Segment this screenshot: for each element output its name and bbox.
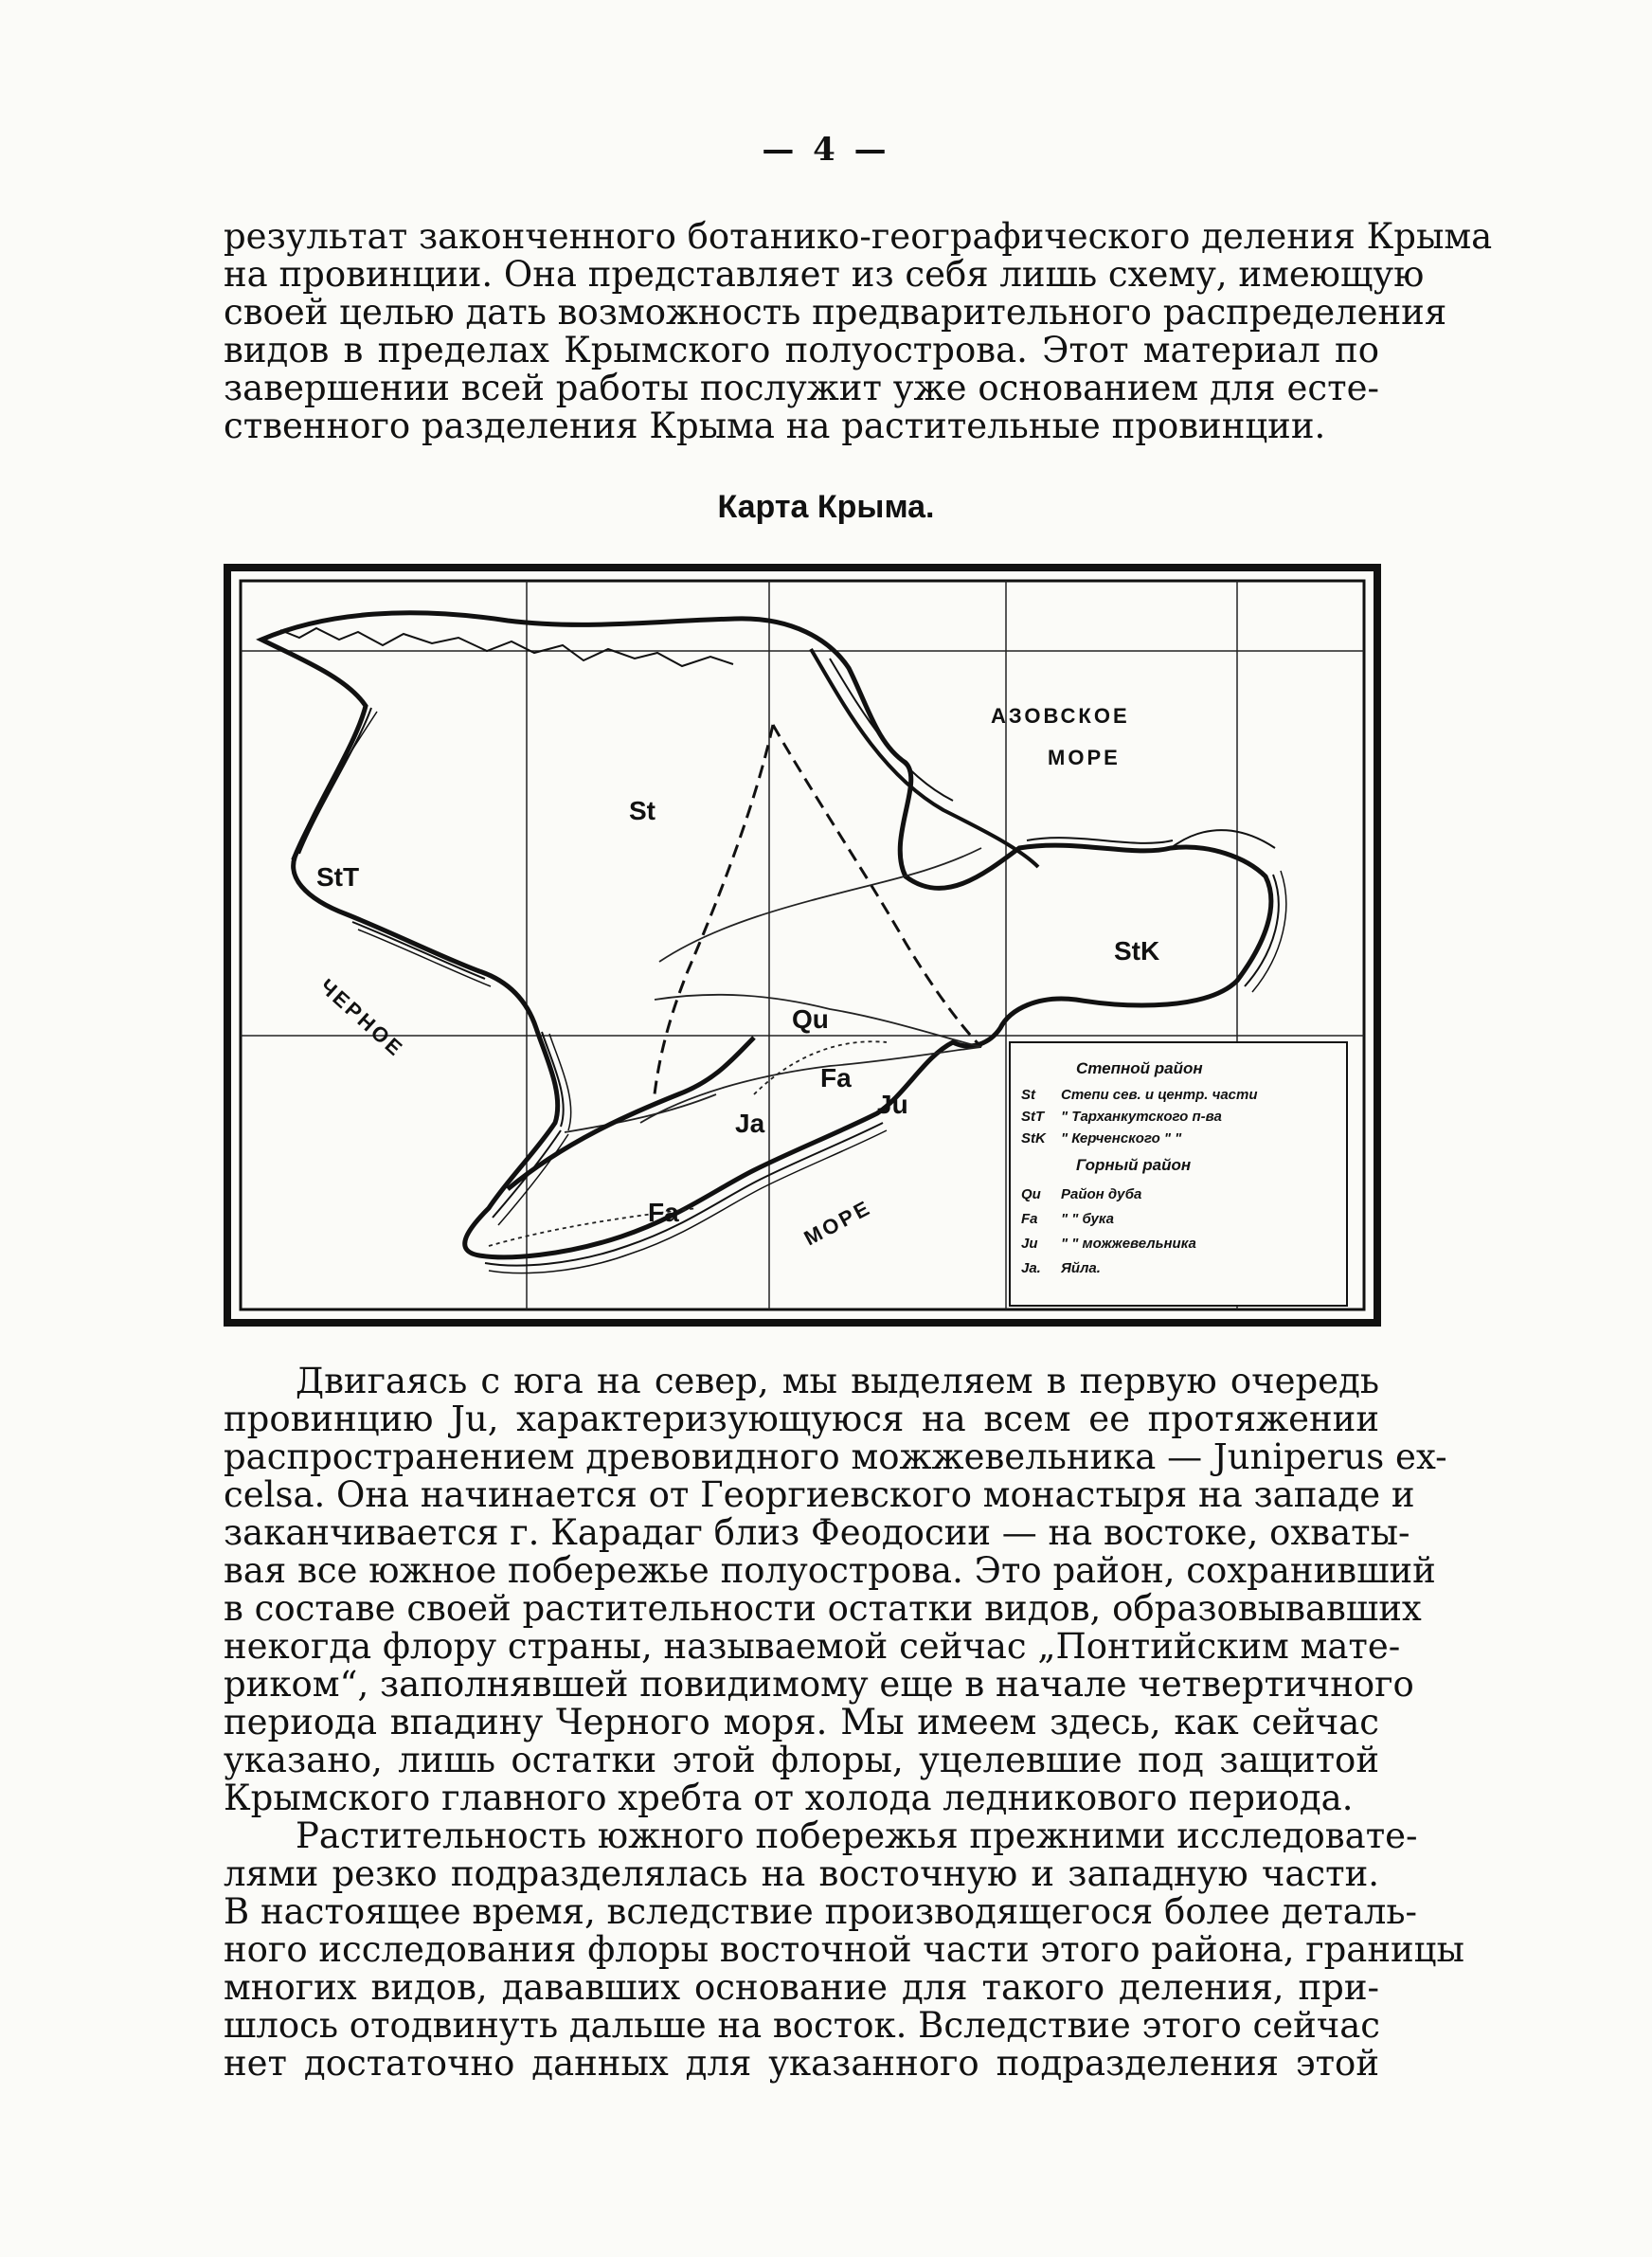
text-line: некогда флору страны, называемой сейчас „Понтийским мате- — [224, 1626, 1401, 1667]
legend-text: Яйла. — [1061, 1260, 1101, 1276]
map-label-stt: StT — [316, 862, 360, 892]
legend-text: " Тарханкутского п-ва — [1061, 1109, 1222, 1125]
text-line: распространением древовидного можжевельника — Juniperus ex- — [224, 1436, 1447, 1477]
map-label-stk: StK — [1114, 936, 1160, 966]
text-line: завершении всей работы послужит уже основанием для есте- — [224, 368, 1379, 408]
legend-text: Район дуба — [1061, 1186, 1142, 1202]
paragraph-1 — [224, 216, 1493, 446]
text-line: указано, лишь остатки этой флоры, уцелевшие под защитой — [224, 1740, 1379, 1780]
interior-lines — [489, 848, 981, 1246]
map-label-st: St — [629, 796, 655, 825]
legend-text: " Керченского " " — [1061, 1130, 1182, 1147]
map-title: Карта Крыма. — [717, 489, 935, 525]
legend-heading-mountain: Горный район — [1076, 1156, 1192, 1174]
text-line: вая все южное побережье полуострова. Это район, сохранивший — [224, 1550, 1436, 1591]
province-borders — [655, 725, 981, 1094]
text-line: Растительность южного побережья прежними исследовате- — [296, 1815, 1418, 1856]
text-line: результат законченного ботанико-географического деления Крыма — [224, 216, 1493, 257]
map-label-qu: Qu — [792, 1004, 829, 1034]
text-line: видов в пределах Крымского полуострова. Этот материал по — [224, 330, 1379, 370]
text-line: нет достаточно данных для указанного подразделения этой — [224, 2043, 1379, 2084]
crimea-map — [224, 564, 1381, 1327]
text-line: В настоящее время, вследствие производящегося более деталь- — [224, 1891, 1418, 1932]
legend-text: " " можжевельника — [1061, 1236, 1196, 1252]
sea-label-azov-2: МОРЕ — [1048, 746, 1121, 769]
text-line: шлось отодвинуть дальше на восток. Вследствие этого сейчас — [224, 2005, 1380, 2046]
map-legend — [1010, 1042, 1347, 1306]
legend-heading-steppe: Степной район — [1076, 1059, 1203, 1077]
text-line: периода впадину Черного моря. Мы имеем здесь, как сейчас — [224, 1702, 1379, 1742]
crimea-map-svg — [224, 564, 1381, 1327]
sea-label-azov-1: АЗОВСКОЕ — [991, 704, 1130, 728]
legend-text: Степи сев. и центр. части — [1061, 1087, 1258, 1103]
text-line: провинцию Ju, характеризующуюся на всем ее протяжении — [224, 1399, 1379, 1439]
legend-code: Qu — [1021, 1186, 1041, 1202]
page-number: — 4 — — [762, 131, 890, 169]
map-label-ja: Ja — [735, 1109, 765, 1138]
text-line: ственного разделения Крыма на растительные провинции. — [224, 406, 1326, 446]
text-line: celsa. Она начинается от Георгиевского монастыря на западе и — [224, 1474, 1415, 1515]
sea-label-black-1: ЧЕРНОЕ — [314, 974, 409, 1062]
text-line: многих видов, дававших основание для такого деления, при- — [224, 1967, 1379, 2008]
legend-code: St — [1021, 1087, 1035, 1103]
legend-code: Ju — [1021, 1236, 1038, 1252]
legend-code: StT — [1021, 1109, 1045, 1125]
legend-code: Fa — [1021, 1211, 1038, 1227]
text-line: Крымского главного хребта от холода ледникового периода. — [224, 1778, 1354, 1818]
legend-code: Ja. — [1021, 1260, 1041, 1276]
text-line: заканчивается г. Карадаг близ Феодосии — на востоке, охваты- — [224, 1512, 1410, 1553]
text-line: ного исследования флоры восточной части этого района, границы — [224, 1929, 1464, 1970]
map-label-ju: Ju — [877, 1090, 908, 1119]
text-line: риком“, заполнявшей повидимому еще в начале четвертичного — [224, 1664, 1414, 1705]
text-line: своей целью дать возможность предварительного распределения — [224, 292, 1447, 333]
map-label-fa-east: Fa — [820, 1063, 852, 1092]
paragraph-3 — [224, 1815, 1464, 2084]
sea-label-black-2: МОРЕ — [799, 1195, 876, 1251]
text-line: Двигаясь с юга на север, мы выделяем в первую очередь — [296, 1361, 1379, 1401]
main-ridge — [508, 1038, 754, 1189]
paragraph-2 — [224, 1361, 1447, 1818]
map-label-fa-west: Fa — [648, 1198, 679, 1227]
legend-text: " " бука — [1061, 1211, 1114, 1227]
text-line: в составе своей растительности остатки видов, образовывавших — [224, 1588, 1422, 1629]
legend-code: StK — [1021, 1130, 1046, 1147]
text-line: на провинции. Она представляет из себя лишь схему, имеющую — [224, 254, 1425, 295]
text-line: лями резко подразделялась на восточную и западную части. — [224, 1853, 1379, 1894]
